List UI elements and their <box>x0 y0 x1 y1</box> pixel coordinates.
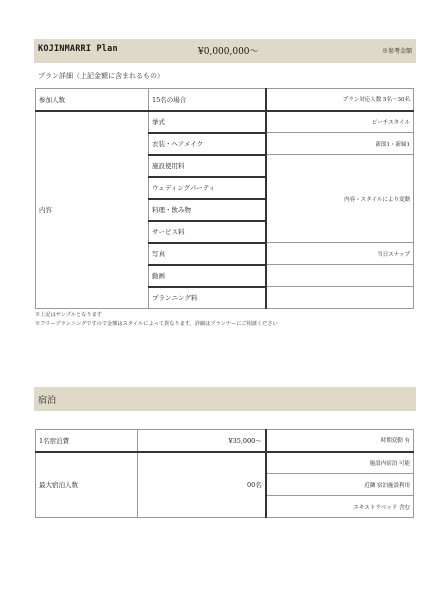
table-row <box>36 89 414 111</box>
table-row <box>36 452 414 474</box>
item-label: プランニング料 <box>149 287 267 309</box>
plan-details-table <box>35 88 414 309</box>
stay-table <box>35 429 414 518</box>
item-note: ビーチスタイル <box>266 111 414 133</box>
item-note <box>266 287 414 309</box>
table-row <box>36 430 414 452</box>
stay-label: 最大宿泊人数 <box>36 452 138 518</box>
price-note: ※参考金額 <box>381 48 412 55</box>
footnote: ※フリープランニングですので金額はスタイルによって異なります。詳細はプランナーにご相談ください <box>35 321 278 327</box>
participants-note: プラン対応人数 5名〜30名 <box>266 89 414 111</box>
item-note: 新郎1・新婦1 <box>266 133 414 155</box>
item-note <box>266 265 414 287</box>
item-label: 料理・飲み物 <box>149 199 267 221</box>
stay-note: エキストラベッド 含む <box>266 496 414 518</box>
item-label: サービス料 <box>149 221 267 243</box>
stay-note: 時期変動 有 <box>266 430 414 452</box>
table-row <box>36 111 414 133</box>
item-label: ウェディングパーティ <box>149 177 267 199</box>
footnote: ※上記はサンプルとなります <box>35 312 102 318</box>
stay-note: 施設内宿泊 可能 <box>266 452 414 474</box>
participants-label: 参加人数 <box>36 89 149 111</box>
merged-note: 内容・スタイルにより変動 <box>266 155 414 243</box>
item-label: 挙式 <box>149 111 267 133</box>
participants-value: 15名の場合 <box>149 89 267 111</box>
stay-header <box>34 387 416 411</box>
plan-price: ¥0,000,000〜 <box>198 47 259 57</box>
plan-details-subtitle: プラン詳細（上記金額に含まれるもの） <box>38 72 164 80</box>
item-label: 写真 <box>149 243 267 265</box>
content-label: 内容 <box>36 111 149 309</box>
stay-value: ¥35,000〜 <box>138 430 266 452</box>
stay-value: 00名 <box>138 452 266 518</box>
stay-label: 1名宿泊費 <box>36 430 138 452</box>
item-note: 当日スナップ <box>266 243 414 265</box>
plan-header <box>34 39 416 63</box>
item-label: 動画 <box>149 265 267 287</box>
item-label: 施設使用料 <box>149 155 267 177</box>
stay-note: 近隣 宿泊施設利用 <box>266 474 414 496</box>
item-label: 衣装・ヘアメイク <box>149 133 267 155</box>
stay-title: 宿泊 <box>38 396 57 406</box>
plan-title: KOJINMARRI Plan <box>38 44 118 54</box>
